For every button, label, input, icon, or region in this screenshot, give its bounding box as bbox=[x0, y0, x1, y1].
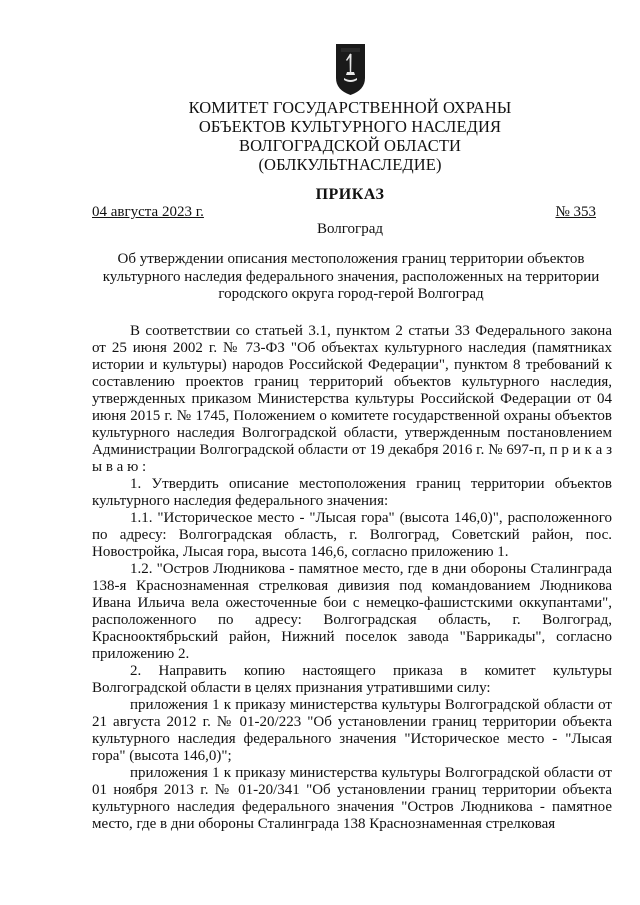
document-city: Волгоград bbox=[316, 221, 383, 237]
body-paragraph: 1.1. "Историческое место - "Лысая гора" (высота 146,0)", расположенного по адресу: Волгоградская область, г. Волгоград, Советский район, пос. Новостройка, Лысая гора, высота 146,6, согласно приложению 1. bbox=[92, 510, 612, 560]
org-line: ВОЛГОГРАДСКОЙ ОБЛАСТИ bbox=[238, 136, 462, 155]
document-body bbox=[92, 323, 612, 833]
body-paragraph: 1.2. "Остров Людникова - памятное место, где в дни обороны Сталинграда 138-я Краснознаменная стрелковая дивизия под командованием Людникова Ивана Ильича вела ожесточенные бои с немецко-фашистскими оккупантами", расположенного по адресу: Волгоградская область, г. Волгоград, Краснооктябрьский район, Нижний поселок завода "Баррикады", согласно приложению 2. bbox=[92, 561, 612, 662]
volgograd-coat-of-arms-icon bbox=[334, 42, 367, 96]
body-paragraph: 2. Направить копию настоящего приказа в комитет культуры Волгоградской области в целях признания утратившими силу: bbox=[92, 663, 612, 696]
document-number: № 353 bbox=[555, 204, 596, 220]
document-date: 04 августа 2023 г. bbox=[92, 204, 204, 220]
document-type-title: ПРИКАЗ bbox=[315, 186, 385, 203]
body-paragraph: В соответствии со статьей 3.1, пунктом 2 статьи 33 Федерального закона от 25 июня 2002 г. № 73-ФЗ "Об объектах культурного наследия (памятниках истории и культуры) народов Российской Федерации", пунктом 8 требований к составлению проектов границ территорий объектов культурного наследия, утвержденных приказом Министерства культуры Российской Федерации от 04 июня 2015 г. № 1745, Положением о комитете государственной охраны объектов культурного наследия Волгоградской области, утвержденным постановлением Администрации Волгоградской области от 19 декабря 2016 г. № 697-п, п р и к а з ы в а ю : bbox=[92, 323, 612, 475]
body-paragraph: приложения 1 к приказу министерства культуры Волгоградской области от 01 ноября 2013 г. № 01-20/341 "Об установлении границ территории объекта культурного наследия федерального значения "Остров Людникова - памятное место, где в дни обороны Сталинграда 138 Краснознаменная стрелковая bbox=[92, 765, 612, 832]
org-line: (ОБЛКУЛЬТНАСЛЕДИЕ) bbox=[258, 155, 442, 174]
document-subject: Об утверждении описания местоположения границ территории объектов культурного наследия федерального значения, расположенных на территории городского округа город-герой Волгоград bbox=[102, 251, 600, 302]
organization-name bbox=[90, 98, 610, 174]
org-line: КОМИТЕТ ГОСУДАРСТВЕННОЙ ОХРАНЫ bbox=[188, 98, 512, 117]
org-line: ОБЪЕКТОВ КУЛЬТУРНОГО НАСЛЕДИЯ bbox=[198, 117, 502, 136]
body-paragraph: 1. Утвердить описание местоположения границ территории объектов культурного наследия федерального значения: bbox=[92, 476, 612, 509]
body-paragraph: приложения 1 к приказу министерства культуры Волгоградской области от 21 августа 2012 г. № 01-20/223 "Об установлении границ территории объекта культурного наследия федерального значения "Историческое место - "Лысая гора" (высота 146,0)"; bbox=[92, 697, 612, 764]
